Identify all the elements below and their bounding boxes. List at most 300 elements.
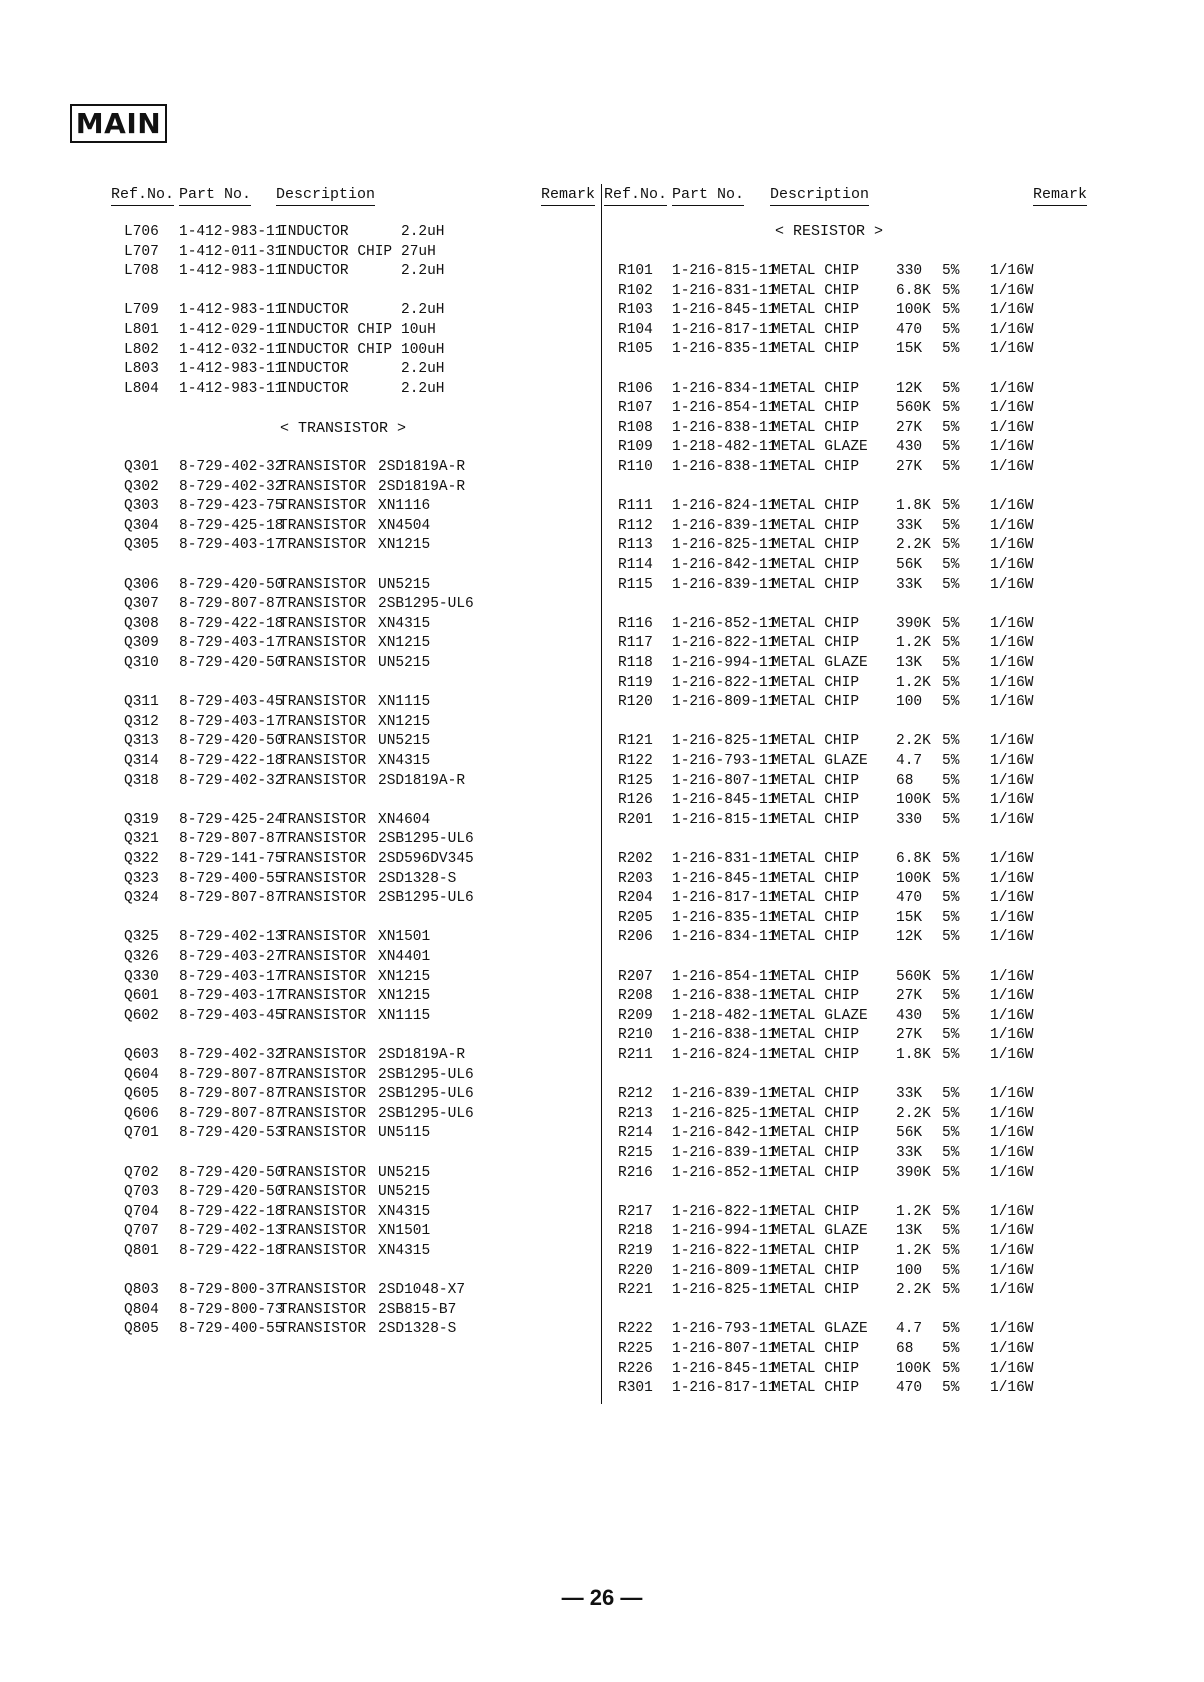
ref-no: R207: [618, 968, 653, 985]
tolerance: 5%: [942, 1243, 960, 1259]
description: TRANSISTOR: [279, 478, 367, 495]
ref-no: R110: [618, 459, 653, 475]
tolerance: 5%: [942, 772, 960, 789]
description: TRANSISTOR: [279, 988, 367, 1005]
part-no: 1-216-822-11: [672, 1203, 777, 1220]
ref-no: Q702: [124, 1164, 159, 1181]
part-no: 1-412-983-11: [179, 224, 284, 240]
description: TRANSISTOR: [279, 772, 367, 789]
description: METAL CHIP: [772, 263, 860, 279]
ref-no: Q326: [124, 949, 159, 965]
part-no: 8-729-403-27: [179, 949, 284, 965]
part-value: XN4604: [378, 811, 431, 828]
wattage: 1/16W: [990, 282, 1034, 299]
part-no: 8-729-402-32: [179, 772, 284, 789]
description: METAL CHIP: [772, 635, 860, 652]
part-value: 2.2uH: [401, 380, 445, 397]
ref-no: R216: [618, 1164, 653, 1181]
description: TRANSISTOR: [279, 498, 367, 515]
part-no: 1-412-983-11: [179, 263, 284, 280]
wattage: 1/16W: [990, 635, 1034, 652]
description: METAL CHIP: [772, 1341, 860, 1357]
description: INDUCTOR CHIP: [279, 243, 393, 260]
left-header-desc: Description: [276, 186, 375, 206]
resistance: 1.2K: [896, 635, 931, 652]
part-no: 1-216-793-11: [672, 1321, 777, 1338]
tolerance: 5%: [942, 851, 960, 867]
wattage: 1/16W: [990, 968, 1034, 985]
column-divider: [601, 184, 602, 1404]
wattage: 1/16W: [990, 1380, 1034, 1397]
part-no: 8-729-800-73: [179, 1301, 284, 1318]
description: METAL CHIP: [772, 733, 860, 750]
resistance: 2.2K: [896, 537, 931, 554]
wattage: 1/16W: [990, 772, 1034, 789]
part-no: 8-729-420-53: [179, 1125, 284, 1142]
resistance: 2.2K: [896, 1105, 931, 1122]
ref-no: L706: [124, 224, 159, 240]
description: METAL CHIP: [772, 1243, 860, 1259]
tolerance: 5%: [942, 1125, 960, 1142]
tolerance: 5%: [942, 1341, 960, 1357]
part-no: 1-216-815-11: [672, 263, 777, 279]
description: TRANSISTOR: [279, 753, 367, 769]
ref-no: Q606: [124, 1105, 159, 1122]
part-value: XN1501: [378, 929, 431, 946]
description: TRANSISTOR: [279, 694, 367, 711]
ref-no: R202: [618, 851, 653, 867]
description: METAL CHIP: [772, 1086, 860, 1103]
description: METAL CHIP: [772, 1282, 860, 1299]
part-no: 8-729-807-87: [179, 1066, 284, 1083]
part-no: 1-216-822-11: [672, 1243, 777, 1259]
description: TRANSISTOR: [279, 1125, 367, 1142]
ref-no: R109: [618, 439, 653, 456]
ref-no: Q602: [124, 1007, 159, 1024]
resistance: 330: [896, 263, 923, 279]
part-no: 1-412-983-11: [179, 302, 284, 319]
tolerance: 5%: [942, 694, 960, 711]
resistance: 1.2K: [896, 1243, 931, 1259]
description: METAL CHIP: [772, 615, 860, 632]
left-header-part: Part No.: [179, 186, 251, 206]
resistor-section-title: < RESISTOR >: [775, 223, 884, 240]
right-header-desc: Description: [770, 186, 869, 206]
resistance: 15K: [896, 909, 923, 926]
part-no: 8-729-400-55: [179, 870, 284, 887]
ref-no: R113: [618, 537, 653, 554]
wattage: 1/16W: [990, 419, 1034, 436]
wattage: 1/16W: [990, 400, 1034, 417]
resistance: 56K: [896, 557, 923, 573]
part-value: UN5115: [378, 1125, 431, 1142]
wattage: 1/16W: [990, 1282, 1034, 1299]
part-value: 27uH: [401, 243, 436, 260]
section-title-badge: MAIN: [70, 104, 167, 143]
description: INDUCTOR: [279, 380, 349, 397]
resistance: 470: [896, 1380, 923, 1397]
ref-no: R221: [618, 1282, 653, 1299]
part-no: 1-216-852-11: [672, 615, 777, 632]
description: TRANSISTOR: [279, 831, 367, 848]
wattage: 1/16W: [990, 302, 1034, 319]
resistance: 6.8K: [896, 851, 931, 867]
part-no: 8-729-403-17: [179, 537, 284, 554]
ref-no: L708: [124, 263, 159, 280]
description: INDUCTOR CHIP: [279, 322, 393, 338]
part-no: 8-729-403-17: [179, 635, 284, 652]
part-no: 1-216-825-11: [672, 537, 777, 554]
resistance: 470: [896, 321, 923, 338]
part-no: 1-216-852-11: [672, 1164, 777, 1181]
ref-no: Q306: [124, 576, 159, 593]
description: TRANSISTOR: [279, 713, 367, 730]
tolerance: 5%: [942, 753, 960, 769]
description: TRANSISTOR: [279, 890, 367, 907]
ref-no: L803: [124, 361, 159, 378]
description: TRANSISTOR: [279, 1007, 367, 1024]
description: TRANSISTOR: [279, 596, 367, 613]
description: METAL CHIP: [772, 909, 860, 926]
part-value: 2.2uH: [401, 224, 445, 240]
description: METAL GLAZE: [772, 1321, 868, 1338]
wattage: 1/16W: [990, 694, 1034, 711]
tolerance: 5%: [942, 733, 960, 750]
wattage: 1/16W: [990, 498, 1034, 515]
ref-no: R212: [618, 1086, 653, 1103]
part-no: 1-216-825-11: [672, 733, 777, 750]
part-value: 10uH: [401, 322, 436, 338]
description: METAL CHIP: [772, 419, 860, 436]
wattage: 1/16W: [990, 380, 1034, 397]
resistance: 560K: [896, 968, 931, 985]
ref-no: R211: [618, 1047, 653, 1063]
part-no: 8-729-807-87: [179, 1086, 284, 1103]
tolerance: 5%: [942, 1007, 960, 1024]
part-value: 2.2uH: [401, 302, 445, 319]
wattage: 1/16W: [990, 1105, 1034, 1122]
wattage: 1/16W: [990, 1223, 1034, 1240]
ref-no: R101: [618, 263, 653, 279]
part-no: 1-216-839-11: [672, 1086, 777, 1103]
tolerance: 5%: [942, 1262, 960, 1279]
ref-no: L707: [124, 243, 159, 260]
ref-no: R222: [618, 1321, 653, 1338]
part-no: 1-216-831-11: [672, 282, 777, 299]
part-no: 1-216-854-11: [672, 968, 777, 985]
description: METAL CHIP: [772, 537, 860, 554]
part-no: 1-216-809-11: [672, 694, 777, 711]
wattage: 1/16W: [990, 321, 1034, 338]
description: METAL CHIP: [772, 1027, 860, 1044]
description: TRANSISTOR: [279, 517, 367, 534]
ref-no: R126: [618, 792, 653, 809]
ref-no: Q801: [124, 1243, 159, 1259]
ref-no: Q301: [124, 459, 159, 475]
part-no: 8-729-402-32: [179, 1047, 284, 1063]
part-no: 8-729-425-24: [179, 811, 284, 828]
part-no: 1-216-842-11: [672, 1125, 777, 1142]
part-no: 8-729-402-32: [179, 459, 284, 475]
tolerance: 5%: [942, 929, 960, 946]
part-value: UN5215: [378, 1164, 431, 1181]
tolerance: 5%: [942, 439, 960, 456]
left-header-ref: Ref.No.: [111, 186, 174, 206]
ref-no: R115: [618, 576, 653, 593]
part-no: 1-216-839-11: [672, 576, 777, 593]
right-header-ref: Ref.No.: [604, 186, 667, 206]
tolerance: 5%: [942, 576, 960, 593]
part-no: 1-216-824-11: [672, 498, 777, 515]
resistance: 100K: [896, 792, 931, 809]
part-value: XN1215: [378, 537, 431, 554]
transistor-section-title: < TRANSISTOR >: [280, 420, 407, 437]
ref-no: R121: [618, 733, 653, 750]
part-no: 8-729-420-50: [179, 733, 284, 750]
ref-no: Q601: [124, 988, 159, 1005]
tolerance: 5%: [942, 1105, 960, 1122]
description: TRANSISTOR: [279, 459, 367, 475]
ref-no: R114: [618, 557, 653, 573]
part-no: 8-729-800-37: [179, 1282, 284, 1299]
ref-no: R201: [618, 811, 653, 828]
tolerance: 5%: [942, 968, 960, 985]
ref-no: Q803: [124, 1282, 159, 1299]
ref-no: R206: [618, 929, 653, 946]
ref-no: R120: [618, 694, 653, 711]
ref-no: Q308: [124, 615, 159, 632]
ref-no: Q323: [124, 870, 159, 887]
ref-no: L804: [124, 380, 159, 397]
part-no: 8-729-807-87: [179, 596, 284, 613]
resistance: 100K: [896, 1360, 931, 1377]
wattage: 1/16W: [990, 1341, 1034, 1357]
part-value: 2.2uH: [401, 361, 445, 378]
tolerance: 5%: [942, 1086, 960, 1103]
tolerance: 5%: [942, 1360, 960, 1377]
part-no: 8-729-422-18: [179, 615, 284, 632]
description: TRANSISTOR: [279, 1301, 367, 1318]
part-no: 8-729-420-50: [179, 1184, 284, 1201]
tolerance: 5%: [942, 302, 960, 319]
part-no: 1-216-994-11: [672, 655, 777, 671]
tolerance: 5%: [942, 321, 960, 338]
part-no: 1-216-809-11: [672, 1262, 777, 1279]
resistance: 27K: [896, 459, 923, 475]
wattage: 1/16W: [990, 557, 1034, 573]
wattage: 1/16W: [990, 1027, 1034, 1044]
part-no: 8-729-403-17: [179, 713, 284, 730]
resistance: 4.7: [896, 1321, 923, 1338]
part-no: 8-729-422-18: [179, 1203, 284, 1220]
wattage: 1/16W: [990, 1262, 1034, 1279]
ref-no: R125: [618, 772, 653, 789]
description: METAL GLAZE: [772, 655, 868, 671]
part-no: 8-729-807-87: [179, 890, 284, 907]
resistance: 390K: [896, 615, 931, 632]
description: TRANSISTOR: [279, 1086, 367, 1103]
description: METAL CHIP: [772, 1203, 860, 1220]
tolerance: 5%: [942, 380, 960, 397]
resistance: 15K: [896, 341, 923, 358]
description: TRANSISTOR: [279, 1164, 367, 1181]
description: METAL CHIP: [772, 811, 860, 828]
description: METAL CHIP: [772, 772, 860, 789]
description: METAL CHIP: [772, 380, 860, 397]
part-value: XN1215: [378, 988, 431, 1005]
description: METAL GLAZE: [772, 439, 868, 456]
part-no: 1-216-835-11: [672, 909, 777, 926]
ref-no: Q304: [124, 517, 159, 534]
description: METAL CHIP: [772, 851, 860, 867]
tolerance: 5%: [942, 1203, 960, 1220]
ref-no: R107: [618, 400, 653, 417]
wattage: 1/16W: [990, 1164, 1034, 1181]
resistance: 1.2K: [896, 674, 931, 691]
description: INDUCTOR: [279, 361, 349, 378]
ref-no: R112: [618, 517, 653, 534]
part-no: 8-729-400-55: [179, 1321, 284, 1338]
resistance: 1.8K: [896, 498, 931, 515]
part-no: 1-216-817-11: [672, 321, 777, 338]
part-no: 1-412-011-31: [179, 243, 284, 260]
ref-no: Q603: [124, 1047, 159, 1063]
ref-no: R102: [618, 282, 653, 299]
wattage: 1/16W: [990, 1203, 1034, 1220]
resistance: 33K: [896, 517, 923, 534]
part-value: UN5215: [378, 655, 431, 671]
ref-no: Q318: [124, 772, 159, 789]
part-value: 2SD1819A-R: [378, 478, 466, 495]
description: INDUCTOR: [279, 263, 349, 280]
part-value: UN5215: [378, 1184, 431, 1201]
tolerance: 5%: [942, 263, 960, 279]
description: TRANSISTOR: [279, 1223, 367, 1240]
part-no: 1-218-482-11: [672, 439, 777, 456]
ref-no: Q804: [124, 1301, 159, 1318]
ref-no: Q303: [124, 498, 159, 515]
description: TRANSISTOR: [279, 851, 367, 867]
description: METAL CHIP: [772, 1380, 860, 1397]
resistance: 13K: [896, 655, 923, 671]
wattage: 1/16W: [990, 929, 1034, 946]
right-header-remark: Remark: [1033, 186, 1087, 206]
resistance: 330: [896, 811, 923, 828]
part-value: 2SB1295-UL6: [378, 596, 474, 613]
description: METAL CHIP: [772, 1125, 860, 1142]
ref-no: R104: [618, 321, 653, 338]
part-no: 1-216-807-11: [672, 1341, 777, 1357]
part-no: 1-216-824-11: [672, 1047, 777, 1063]
part-no: 1-216-845-11: [672, 1360, 777, 1377]
part-no: 1-412-032-11: [179, 341, 284, 358]
tolerance: 5%: [942, 1145, 960, 1161]
description: TRANSISTOR: [279, 1066, 367, 1083]
tolerance: 5%: [942, 459, 960, 475]
description: METAL CHIP: [772, 1145, 860, 1161]
resistance: 56K: [896, 1125, 923, 1142]
wattage: 1/16W: [990, 439, 1034, 456]
part-no: 1-216-854-11: [672, 400, 777, 417]
wattage: 1/16W: [990, 1047, 1034, 1063]
wattage: 1/16W: [990, 1086, 1034, 1103]
ref-no: L709: [124, 302, 159, 319]
part-no: 1-216-842-11: [672, 557, 777, 573]
wattage: 1/16W: [990, 517, 1034, 534]
wattage: 1/16W: [990, 1145, 1034, 1161]
part-no: 1-216-831-11: [672, 851, 777, 867]
part-value: 2SD1328-S: [378, 1321, 457, 1338]
ref-no: R119: [618, 674, 653, 691]
part-no: 1-216-839-11: [672, 517, 777, 534]
wattage: 1/16W: [990, 1007, 1034, 1024]
description: METAL CHIP: [772, 557, 860, 573]
description: METAL CHIP: [772, 929, 860, 946]
part-no: 8-729-141-75: [179, 851, 284, 867]
resistance: 68: [896, 772, 914, 789]
part-value: XN1215: [378, 968, 431, 985]
tolerance: 5%: [942, 1047, 960, 1063]
wattage: 1/16W: [990, 341, 1034, 358]
part-value: XN4315: [378, 753, 431, 769]
part-value: XN4401: [378, 949, 431, 965]
resistance: 390K: [896, 1164, 931, 1181]
ref-no: Q605: [124, 1086, 159, 1103]
ref-no: R204: [618, 890, 653, 907]
part-value: 2SB1295-UL6: [378, 1066, 474, 1083]
part-value: XN1215: [378, 713, 431, 730]
description: INDUCTOR CHIP: [279, 341, 393, 358]
wattage: 1/16W: [990, 909, 1034, 926]
resistance: 430: [896, 1007, 923, 1024]
ref-no: Q305: [124, 537, 159, 554]
tolerance: 5%: [942, 1223, 960, 1240]
resistance: 2.2K: [896, 1282, 931, 1299]
part-no: 8-729-425-18: [179, 517, 284, 534]
resistance: 560K: [896, 400, 931, 417]
wattage: 1/16W: [990, 459, 1034, 475]
description: METAL CHIP: [772, 459, 860, 475]
description: TRANSISTOR: [279, 870, 367, 887]
resistance: 33K: [896, 576, 923, 593]
resistance: 1.2K: [896, 1203, 931, 1220]
description: METAL CHIP: [772, 576, 860, 593]
wattage: 1/16W: [990, 851, 1034, 867]
description: METAL CHIP: [772, 890, 860, 907]
part-value: 2.2uH: [401, 263, 445, 280]
description: TRANSISTOR: [279, 537, 367, 554]
ref-no: Q805: [124, 1321, 159, 1338]
part-no: 8-729-403-45: [179, 1007, 284, 1024]
resistance: 33K: [896, 1145, 923, 1161]
resistance: 100: [896, 1262, 923, 1279]
wattage: 1/16W: [990, 792, 1034, 809]
ref-no: R203: [618, 870, 653, 887]
part-no: 8-729-403-45: [179, 694, 284, 711]
description: METAL CHIP: [772, 792, 860, 809]
wattage: 1/16W: [990, 733, 1034, 750]
part-no: 1-216-822-11: [672, 674, 777, 691]
part-no: 1-216-815-11: [672, 811, 777, 828]
part-no: 8-729-402-13: [179, 929, 284, 946]
description: TRANSISTOR: [279, 929, 367, 946]
part-no: 1-216-994-11: [672, 1223, 777, 1240]
tolerance: 5%: [942, 400, 960, 417]
part-value: 2SB815-B7: [378, 1301, 457, 1318]
description: METAL CHIP: [772, 282, 860, 299]
ref-no: Q313: [124, 733, 159, 750]
part-value: 2SD1819A-R: [378, 459, 466, 475]
